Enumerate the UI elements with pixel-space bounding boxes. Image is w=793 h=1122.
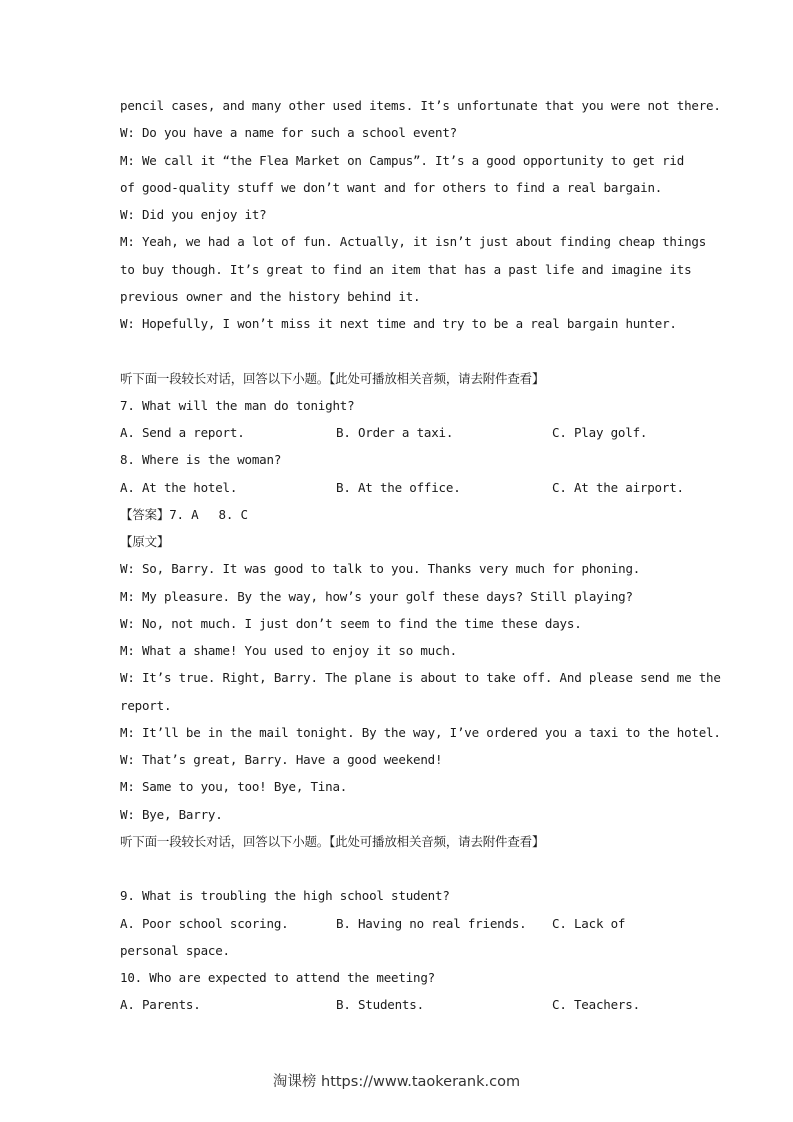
answer-8: 8. C <box>218 506 248 522</box>
option-b: B. At the office. <box>336 479 461 495</box>
answer-7: 7. A <box>169 506 199 522</box>
transcript-line: W: No, not much. I just don’t seem to find the time these days. <box>120 615 582 631</box>
dialog-line: W: Do you have a name for such a school event? <box>120 125 457 141</box>
dialog-line: of good-quality stuff we don’t want and for others to find a real bargain. <box>120 179 663 195</box>
question-8: 8. Where is the woman? <box>120 452 282 468</box>
question-7: 7. What will the man do tonight? <box>120 397 355 413</box>
transcript-line: W: It’s true. Right, Barry. The plane is about to take off. And please send me the <box>120 670 721 686</box>
dialog-line: M: We call it “the Flea Market on Campus”. It’s a good opportunity to get rid <box>120 152 685 168</box>
question-8-options <box>120 474 684 501</box>
dialog-line: W: Hopefully, I won’t miss it next time and try to be a real bargain hunter. <box>120 316 677 331</box>
option-c: C. Lack of <box>552 915 626 931</box>
transcript-line: M: It’ll be in the mail tonight. By the way, I’ve ordered you a taxi to the hotel. <box>120 724 721 740</box>
document-body <box>120 92 721 1019</box>
section-instruction: 听下面一段较长对话，回答以下小题。【此处可播放相关音频，请去附件查看】 <box>120 833 545 849</box>
transcript-line: report. <box>120 697 172 713</box>
option-c-continued: personal space. <box>120 942 230 958</box>
option-b: B. Having no real friends. <box>336 915 527 931</box>
transcript-line: M: My pleasure. By the way, how’s your golf these days? Still playing? <box>120 588 633 604</box>
dialog-line: to buy though. It’s great to find an item that has a past life and imagine its <box>120 261 692 277</box>
blank-line <box>120 855 680 882</box>
question-10-options <box>120 991 680 1018</box>
option-c: C. At the airport. <box>552 479 684 495</box>
transcript-line: M: Same to you, too! Bye, Tina. <box>120 779 348 795</box>
option-a: A. Parents. <box>120 997 201 1013</box>
section-instruction: 听下面一段较长对话，回答以下小题。【此处可播放相关音频，请去附件查看】 <box>120 370 545 386</box>
transcript-line: W: So, Barry. It was good to talk to you. Thanks very much for phoning. <box>120 561 641 577</box>
footer-watermark: 淘课榜 https://www.taokerank.com <box>272 1074 521 1090</box>
option-a: A. Poor school scoring. <box>120 915 289 931</box>
option-c: C. Teachers. <box>552 997 640 1013</box>
answer-line <box>120 501 680 528</box>
answer-label: 【答案】 <box>120 506 170 522</box>
question-9: 9. What is troubling the high school student? <box>120 888 450 904</box>
dialog-line: W: Did you enjoy it? <box>120 207 267 222</box>
dialog-line: M: Yeah, we had a lot of fun. Actually, it isn’t just about finding cheap things <box>120 234 707 250</box>
transcript-line: M: What a shame! You used to enjoy it so much. <box>120 643 457 658</box>
question-7-options <box>120 419 680 446</box>
transcript-line: W: That’s great, Barry. Have a good weekend! <box>120 752 443 767</box>
dialog-line: pencil cases, and many other used items. It’s unfortunate that you were not there. <box>120 98 721 113</box>
question-10: 10. Who are expected to attend the meeting? <box>120 970 436 985</box>
dialog-line: previous owner and the history behind it. <box>120 288 421 304</box>
option-a: A. Send a report. <box>120 425 245 440</box>
original-label: 【原文】 <box>120 534 170 549</box>
option-c: C. Play golf. <box>552 425 648 440</box>
question-9-options <box>120 910 680 937</box>
option-b: B. Order a taxi. <box>336 425 454 440</box>
option-b: B. Students. <box>336 997 424 1013</box>
transcript-line: W: Bye, Barry. <box>120 806 223 822</box>
blank-line <box>120 337 680 364</box>
option-a: A. At the hotel. <box>120 479 238 495</box>
